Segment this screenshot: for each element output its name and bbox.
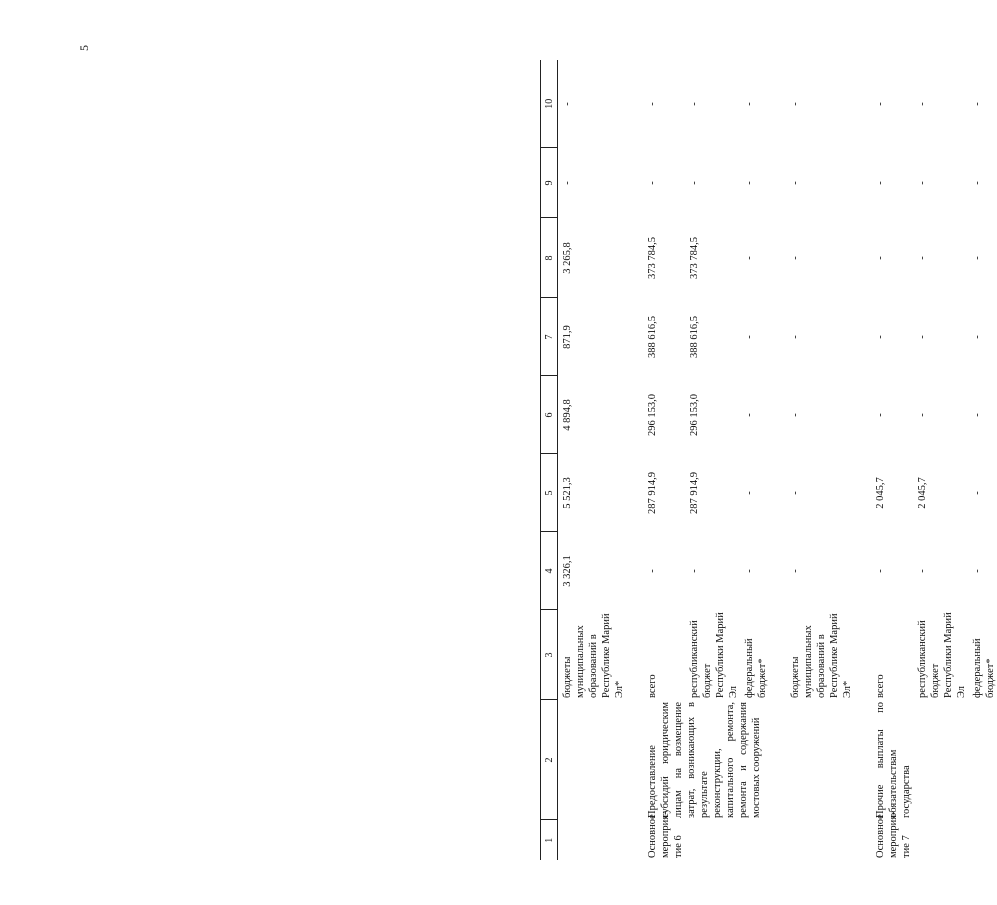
event-cell <box>558 820 627 860</box>
value-cell: 296 153,0 <box>647 394 658 436</box>
value-cell: - <box>689 181 700 185</box>
value-cell: - <box>744 181 755 185</box>
value-cell: - <box>972 181 983 185</box>
column-header: 1 <box>541 820 558 860</box>
value-cell: - <box>875 569 886 573</box>
column-header: 7 <box>541 298 558 376</box>
value-cell: - <box>744 569 755 573</box>
funding-source-cell: всего <box>875 674 886 698</box>
value-cell: - <box>647 569 658 573</box>
value-cell: - <box>744 256 755 260</box>
table-row <box>871 60 913 860</box>
value-cell: - <box>917 181 928 185</box>
value-cell: - <box>917 102 928 106</box>
value-cell: 3 265,8 <box>562 242 573 274</box>
row-gap <box>626 60 643 860</box>
row-gap <box>854 60 871 860</box>
value-cell: 388 616,5 <box>689 316 700 358</box>
column-header: 5 <box>541 454 558 532</box>
event-cell <box>740 820 769 860</box>
value-cell: - <box>972 256 983 260</box>
event-cell <box>913 820 968 860</box>
value-cell: - <box>917 569 928 573</box>
value-cell: - <box>972 491 983 495</box>
value-cell: 871,9 <box>562 325 573 349</box>
value-cell: 287 914,9 <box>689 472 700 514</box>
value-cell: - <box>744 335 755 339</box>
value-cell: - <box>875 256 886 260</box>
value-cell: - <box>972 335 983 339</box>
column-header: 2 <box>541 700 558 820</box>
value-cell: 388 616,5 <box>647 316 658 358</box>
column-header: 10 <box>541 60 558 148</box>
funding-source-cell: республиканский бюджет Республики Марий Эл <box>689 612 739 698</box>
table-row <box>786 60 854 860</box>
table-row <box>558 60 627 860</box>
value-cell: - <box>790 491 801 495</box>
value-cell: 373 784,5 <box>689 237 700 279</box>
value-cell: 2 045,7 <box>875 477 886 509</box>
value-cell: - <box>972 413 983 417</box>
column-header: 8 <box>541 218 558 298</box>
funding-source-cell: всего <box>647 674 658 698</box>
event-description-cell: Предоставление субсидий юридическим лицам на возмещение затрат, возникающих в результате реконструкции, капитального ремонта, ремонта и содержания мостовых сооружений <box>647 702 762 818</box>
value-cell: - <box>790 102 801 106</box>
event-cell <box>685 820 740 860</box>
value-cell: - <box>875 102 886 106</box>
column-header: 6 <box>541 376 558 454</box>
funding-source-cell: бюджеты муниципальных образований в Республике Марий Эл* <box>790 613 853 698</box>
value-cell: - <box>562 102 573 106</box>
value-cell: - <box>972 569 983 573</box>
value-cell: 287 914,9 <box>647 472 658 514</box>
value-cell: 296 153,0 <box>689 394 700 436</box>
value-cell: - <box>744 102 755 106</box>
event-cell: Основное мероприя-тие 7 <box>875 811 912 858</box>
value-cell: 4 894,8 <box>562 399 573 431</box>
event-description-cell <box>558 700 627 820</box>
value-cell: - <box>790 256 801 260</box>
table-row <box>643 60 685 860</box>
budget-table <box>540 60 997 860</box>
event-description-cell <box>786 700 854 820</box>
event-cell <box>786 820 854 860</box>
value-cell: 373 784,5 <box>647 237 658 279</box>
value-cell: - <box>744 491 755 495</box>
value-cell: 5 521,3 <box>562 477 573 509</box>
value-cell: - <box>790 181 801 185</box>
value-cell: - <box>689 102 700 106</box>
header-row <box>541 60 558 860</box>
value-cell: - <box>647 102 658 106</box>
value-cell: - <box>744 413 755 417</box>
value-cell: - <box>875 335 886 339</box>
value-cell: - <box>790 569 801 573</box>
column-header: 4 <box>541 532 558 610</box>
value-cell: - <box>790 413 801 417</box>
table-container <box>540 60 996 860</box>
event-cell <box>968 820 997 860</box>
value-cell: - <box>562 181 573 185</box>
row-gap <box>769 60 786 860</box>
value-cell: - <box>689 569 700 573</box>
funding-source-cell: республиканский бюджет Республики Марий Эл <box>917 612 967 698</box>
value-cell: - <box>917 413 928 417</box>
funding-source-cell: федеральный бюджет* <box>744 638 768 698</box>
value-cell: - <box>972 102 983 106</box>
funding-source-cell: федеральный бюджет* <box>972 638 996 698</box>
value-cell: 3 326,1 <box>562 555 573 587</box>
column-header: 9 <box>541 148 558 218</box>
value-cell: - <box>790 335 801 339</box>
value-cell: - <box>917 256 928 260</box>
value-cell: - <box>875 413 886 417</box>
value-cell: - <box>875 181 886 185</box>
page-number: 5 <box>77 45 91 51</box>
value-cell: - <box>647 181 658 185</box>
event-description-cell: Прочие выплаты по обязательствам государства <box>875 702 912 818</box>
funding-source-cell: бюджеты муниципальных образований в Республике Марий Эл* <box>562 613 625 698</box>
value-cell: 2 045,7 <box>917 477 928 509</box>
column-header: 3 <box>541 610 558 700</box>
event-cell: Основное мероприя-тие 6 <box>647 811 684 858</box>
value-cell: - <box>917 335 928 339</box>
